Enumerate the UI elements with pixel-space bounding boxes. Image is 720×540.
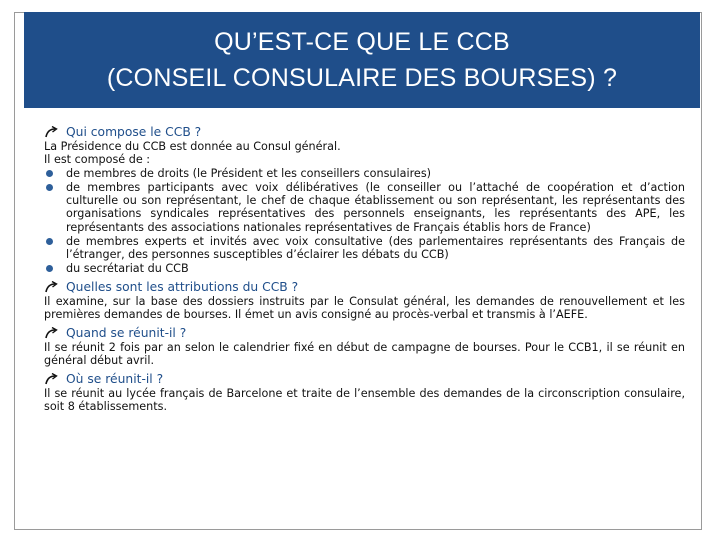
section-heading-ou: Où se réunit-il ?: [44, 371, 685, 387]
slide-content: [44, 124, 685, 414]
list-item: du secrétariat du CCB: [44, 262, 685, 275]
section-heading-attributions: Quelles sont les attributions du CCB ?: [44, 279, 685, 295]
curved-arrow-icon: [44, 373, 58, 385]
ou-text: Il se réunit au lycée français de Barcelone et traite de l’ensemble des demandes de la circonscription consulaire, soit 8 établissements.: [44, 387, 685, 414]
round-bullet-icon: [46, 170, 53, 177]
curved-arrow-icon: [44, 327, 58, 339]
list-item: de membres participants avec voix délibératives (le conseiller ou l’attaché de coopération et d’action culturelle ou son représentant, le chef de chaque établissement ou son représentant, les représentants des organisations syndicales représentatives des personnels enseignants, les représentants des APE, les représentants des associations nationales représentatives de Français établis hors de France): [44, 181, 685, 233]
round-bullet-icon: [46, 184, 53, 191]
round-bullet-icon: [46, 265, 53, 272]
intro-presidence: La Présidence du CCB est donnée au Consul général.: [44, 140, 341, 153]
curved-arrow-icon: [44, 281, 58, 293]
section-heading-quand: Quand se réunit-il ?: [44, 325, 685, 341]
title-line-1: QU’EST-CE QUE LE CCB: [214, 28, 510, 56]
section-heading-composition: Qui compose le CCB ?: [44, 124, 685, 140]
list-item: de membres de droits (le Président et les conseillers consulaires): [44, 167, 685, 180]
title-banner: [24, 12, 700, 108]
curved-arrow-icon: [44, 126, 58, 138]
round-bullet-icon: [46, 238, 53, 245]
title-line-2: (CONSEIL CONSULAIRE DES BOURSES) ?: [106, 64, 618, 92]
intro-compose: Il est composé de :: [44, 153, 151, 167]
list-item: de membres experts et invités avec voix consultative (des parlementaires représentants des Français de l’étranger, des personnes susceptibles d’éclairer les débats du CCB): [44, 235, 685, 261]
quand-text: Il se réunit 2 fois par an selon le calendrier fixé en début de campagne de bourses. Pour le CCB1, il se réunit en général début avril.: [44, 341, 685, 368]
attributions-text: Il examine, sur la base des dossiers instruits par le Consulat général, les demandes de renouvellement et les premières demandes de bourses. Il émet un avis consigné au procès-verbal et transmis à l’AEFE.: [44, 294, 685, 322]
